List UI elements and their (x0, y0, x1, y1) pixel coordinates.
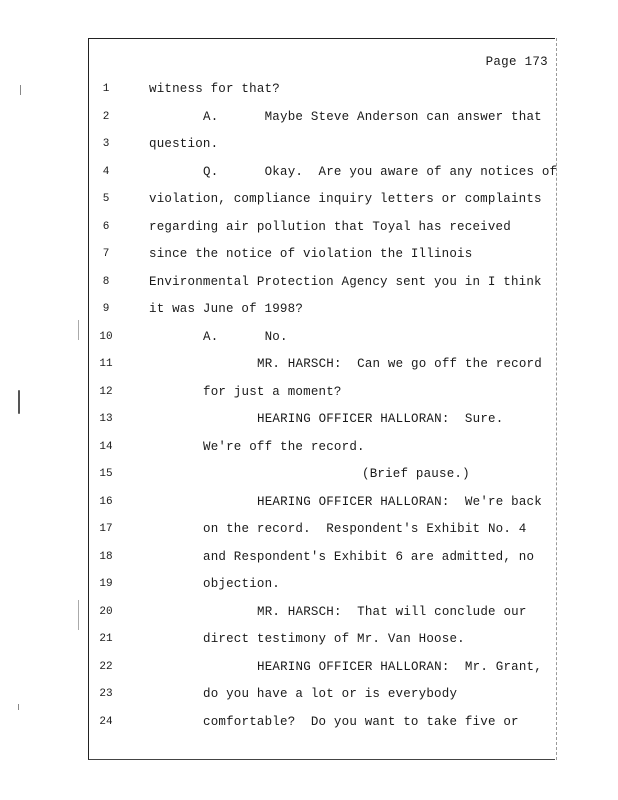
transcript-line-text: regarding air pollution that Toyal has received (149, 219, 511, 234)
transcript-line-text: comfortable? Do you want to take five or (203, 714, 519, 729)
line-number: 12 (99, 385, 113, 398)
line-number: 11 (99, 358, 113, 370)
line-number: 7 (102, 248, 110, 260)
scan-artifact (18, 390, 20, 414)
line-number: 22 (99, 660, 113, 673)
line-number: 20 (99, 605, 113, 618)
transcript-line-text: (Brief pause.) (362, 467, 470, 481)
page-number-label: Page 173 (485, 55, 548, 69)
line-number: 13 (99, 413, 113, 425)
line-number: 5 (102, 193, 110, 205)
line-number: 3 (102, 138, 110, 150)
line-number: 19 (99, 578, 113, 590)
transcript-line-text: violation, compliance inquiry letters or complaints (149, 192, 542, 206)
transcript-line-text: Q. Okay. Are you aware of any notices of (203, 164, 558, 179)
line-number: 23 (99, 688, 113, 700)
line-number: 8 (102, 275, 110, 288)
line-number: 15 (99, 468, 113, 480)
transcript-line-text: on the record. Respondent's Exhibit No. 4 (203, 522, 527, 536)
line-number: 24 (99, 715, 113, 728)
transcript-line-text: question. (149, 137, 219, 151)
transcript-line-text: objection. (203, 577, 281, 591)
line-number: 16 (99, 495, 113, 508)
transcript-line-text: MR. HARSCH: Can we go off the record (257, 357, 542, 371)
transcript-line-text: for just a moment? (203, 384, 342, 399)
transcript-line-text: since the notice of violation the Illinois (149, 247, 473, 261)
transcript-line-text: witness for that? (149, 82, 280, 96)
line-number: 17 (99, 523, 113, 535)
page-right-margin-line (556, 38, 558, 760)
transcript-line-text: do you have a lot or is everybody (203, 687, 458, 701)
line-number: 18 (99, 550, 113, 563)
transcript-line-text: We're off the record. (203, 439, 365, 454)
scan-artifact (20, 85, 21, 95)
transcript-line-text: MR. HARSCH: That will conclude our (257, 604, 527, 619)
line-number: 2 (102, 110, 110, 123)
transcript-line-text: HEARING OFFICER HALLORAN: Sure. (257, 412, 504, 426)
transcript-line-text: A. Maybe Steve Anderson can answer that (203, 109, 542, 124)
scan-artifact (78, 600, 79, 630)
transcript-line-text: HEARING OFFICER HALLORAN: Mr. Grant, (257, 659, 542, 674)
line-number: 14 (99, 440, 113, 453)
line-number: 1 (102, 83, 110, 95)
transcript-line-text: and Respondent's Exhibit 6 are admitted, no (203, 549, 535, 564)
line-number: 4 (102, 165, 110, 178)
scan-artifact (18, 704, 19, 710)
scan-artifact (78, 320, 79, 340)
transcript-line-text: A. No. (203, 329, 288, 344)
transcript-line-text: it was June of 1998? (149, 302, 304, 316)
line-number: 6 (102, 220, 110, 233)
transcript-line-text: HEARING OFFICER HALLORAN: We're back (257, 494, 542, 509)
transcript-line-text: direct testimony of Mr. Van Hoose. (203, 632, 465, 646)
line-number: 21 (99, 633, 113, 645)
transcript-line-text: Environmental Protection Agency sent you in I think (149, 274, 542, 289)
line-number: 9 (102, 303, 110, 315)
line-number: 10 (99, 330, 113, 343)
